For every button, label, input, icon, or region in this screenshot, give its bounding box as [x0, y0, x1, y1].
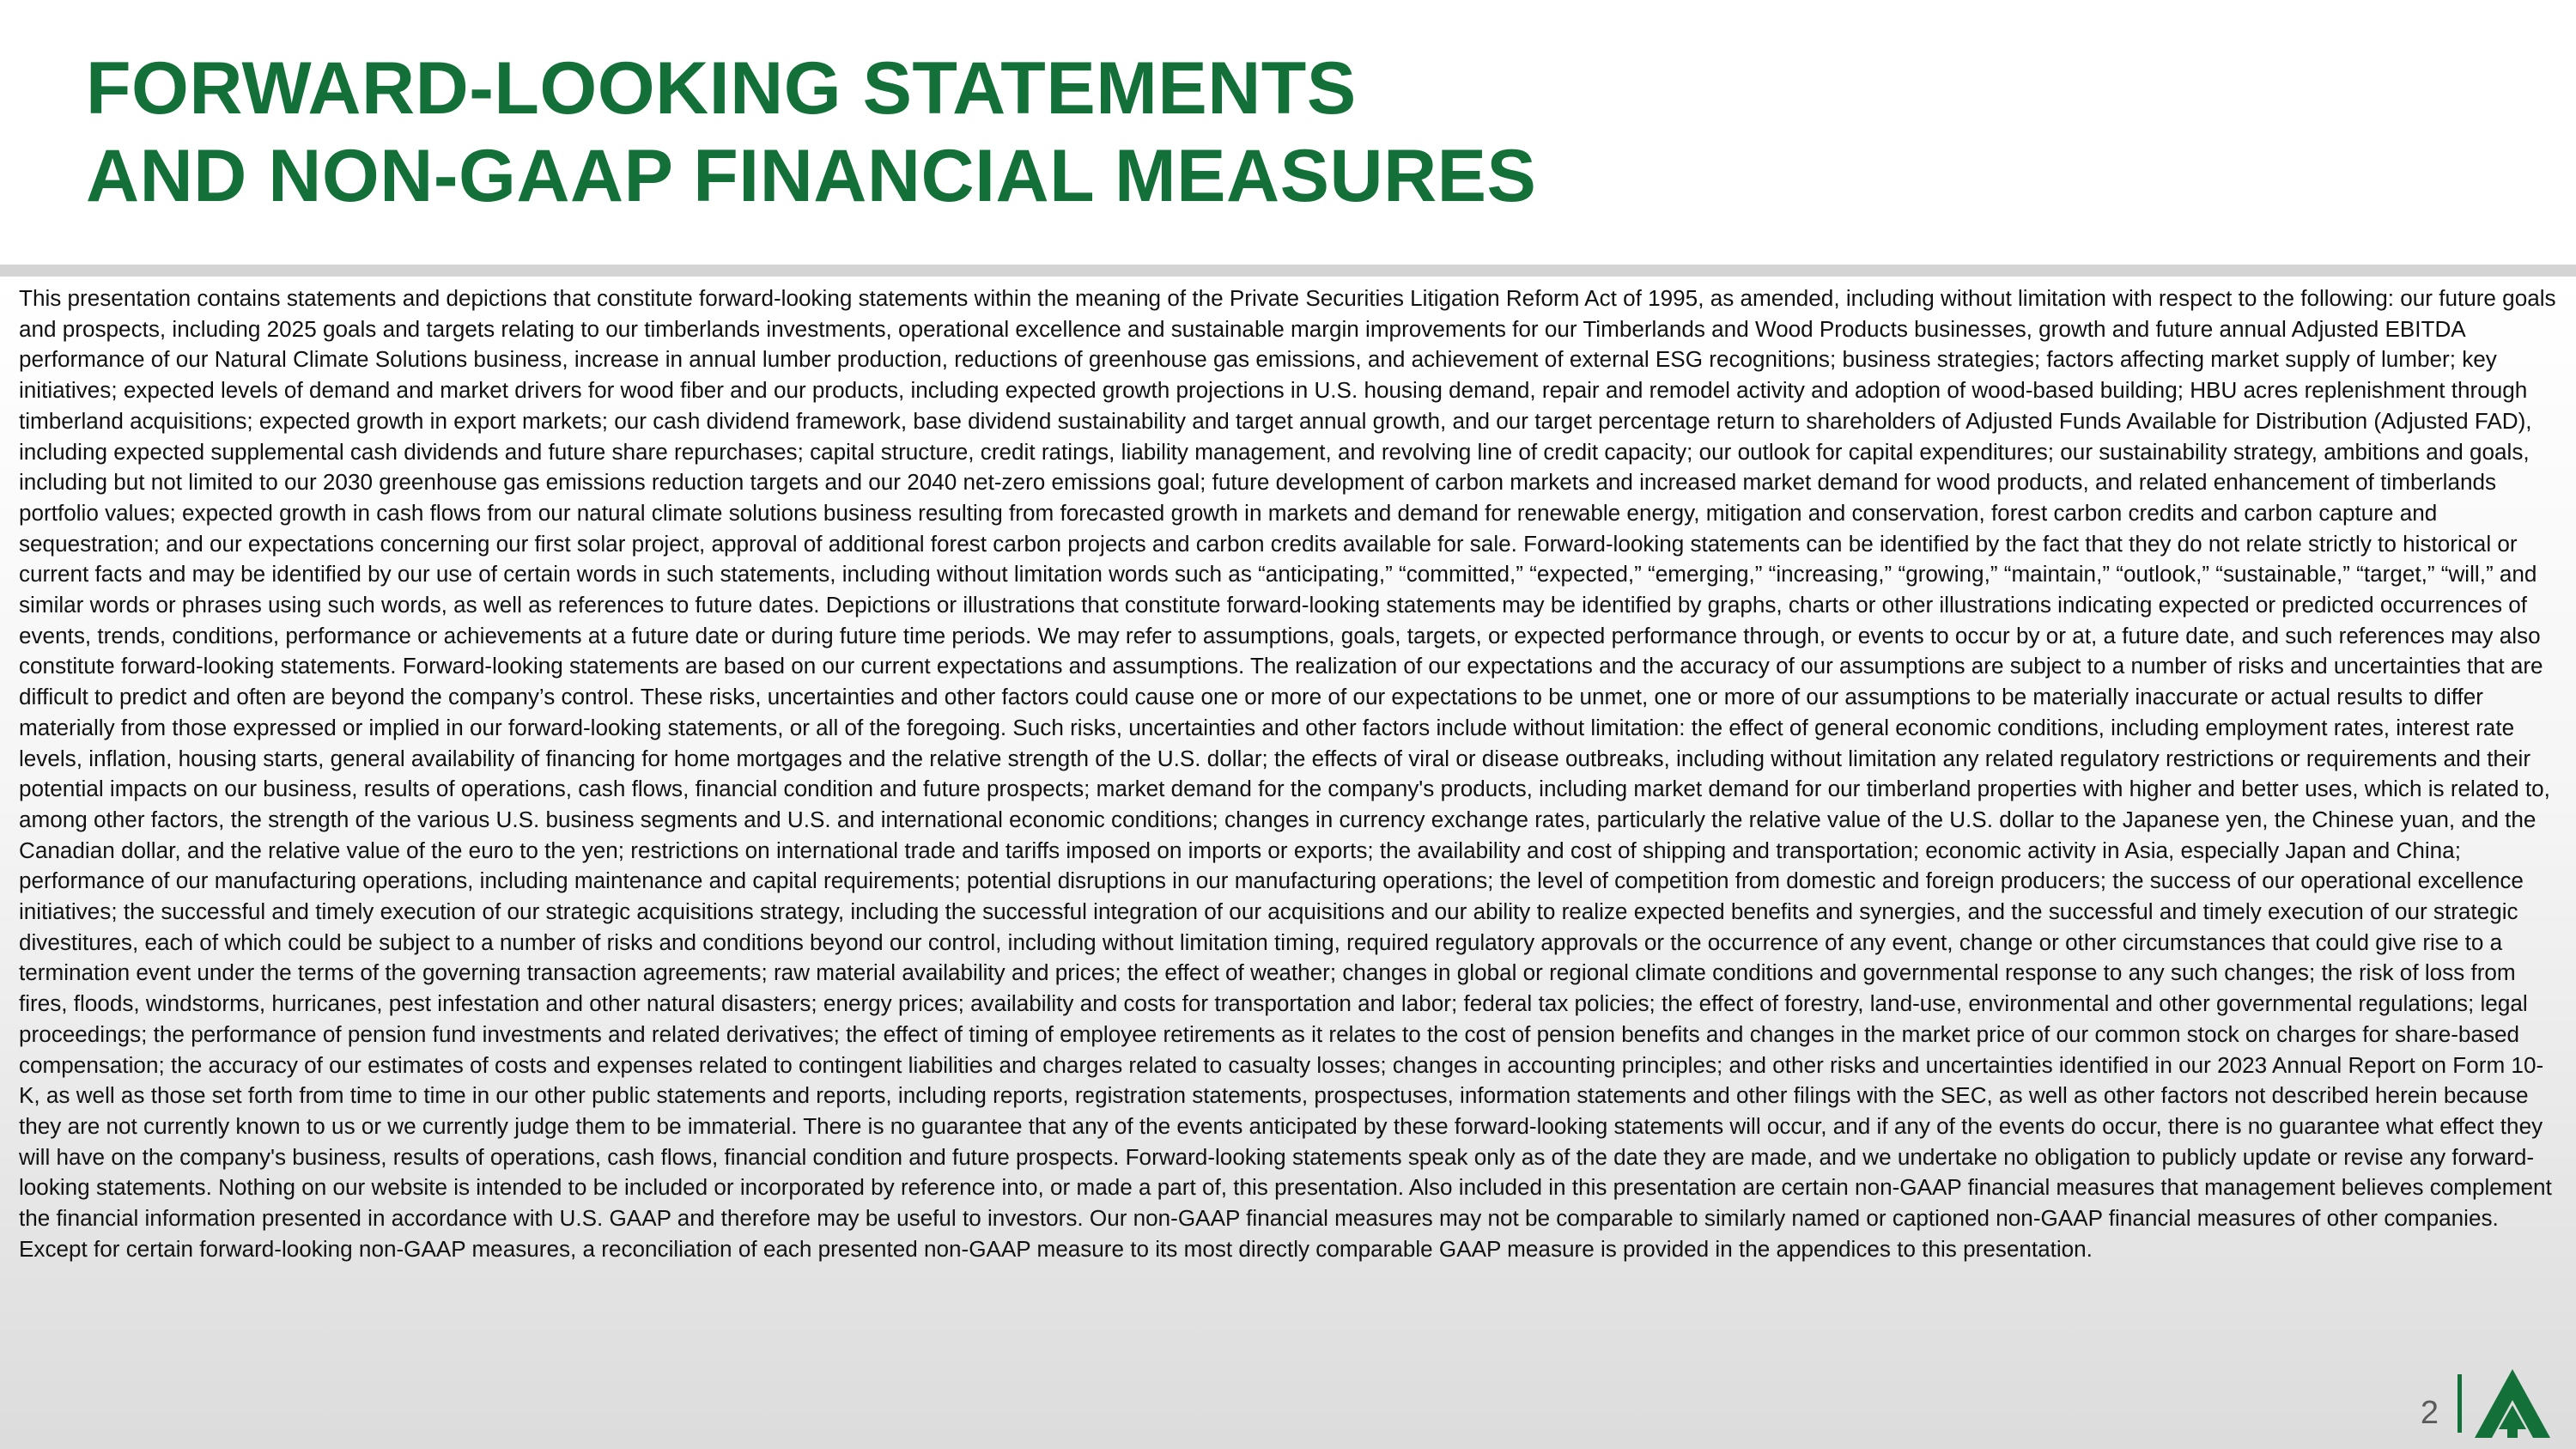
title-line-2: AND NON-GAAP FINANCIAL MEASURES: [86, 135, 1537, 217]
tree-logo-icon: [2473, 1367, 2552, 1440]
slide-title: [86, 45, 1536, 220]
page-number: 2: [2420, 1395, 2439, 1431]
header-divider: [0, 265, 2576, 277]
logo-divider: [2458, 1374, 2462, 1433]
slide-header: [0, 0, 2576, 265]
disclaimer-body: This presentation contains statements and depictions that constitute forward-looking statements within the meaning of the Private Securities Litigation Reform Act of 1995, as amended, including without limitation with respect to the following: our future goals and prospects, including 2025 goals and targets relating to our timberlands investments, operational excellence and sustainable margin improvements for our Timberlands and Wood Products businesses, growth and future annual Adjusted EBITDA performance of our Natural Climate Solutions business, increase in annual lumber production, reductions of greenhouse gas emissions, and achievement of external ESG recognitions; business strategies; factors affecting market supply of lumber; key initiatives; expected levels of demand and market drivers for wood fiber and our products, including expected growth projections in U.S. housing demand, repair and remodel activity and adoption of wood-based building; HBU acres replenishment through timberland acquisitions; expected growth in export markets; our cash dividend framework, base dividend sustainability and target annual growth, and our target percentage return to shareholders of Adjusted Funds Available for Distribution (Adjusted FAD), including expected supplemental cash dividends and future share repurchases; capital structure, credit ratings, liability management, and revolving line of credit capacity; our outlook for capital expenditures; our sustainability strategy, ambitions and goals, including but not limited to our 2030 greenhouse gas emissions reduction targets and our 2040 net-zero emissions goal; future development of carbon markets and increased market demand for wood products, and related enhancement of timberlands portfolio values; expected growth in cash flows from our natural climate solutions business resulting from forecasted growth in markets and demand for renewable energy, mitigation and conservation, forest carbon credits and carbon capture and sequestration; and our expectations concerning our first solar project, approval of additional forest carbon projects and carbon credits available for sale. Forward-looking statements can be identified by the fact that they do not relate strictly to historical or current facts and may be identified by our use of certain words in such statements, including without limitation words such as “anticipating,” “committed,” “expected,” “emerging,” “increasing,” “growing,” “maintain,” “outlook,” “sustainable,” “target,” “will,” and similar words or phrases using such words, as well as references to future dates. Depictions or illustrations that constitute forward-looking statements may be identified by graphs, charts or other illustrations indicating expected or predicted occurrences of events, trends, conditions, performance or achievements at a future date or during future time periods. We may refer to assumptions, goals, targets, or expected performance through, or events to occur by or at, a future date, and such references may also constitute forward-looking statements. Forward-looking statements are based on our current expectations and assumptions. The realization of our expectations and the accuracy of our assumptions are subject to a number of risks and uncertainties that are difficult to predict and often are beyond the company’s control. These risks, uncertainties and other factors could cause one or more of our expectations to be unmet, one or more of our assumptions to be materially inaccurate or actual results to differ materially from those expressed or implied in our forward-looking statements, or all of the foregoing. Such risks, uncertainties and other factors include without limitation: the effect of general economic conditions, including employment rates, interest rate levels, inflation, housing starts, general availability of financing for home mortgages and the relative strength of the U.S. dollar; the effects of viral or disease outbreaks, including without limitation any related regulatory restrictions or requirements and their potential impacts on our business, results of operations, cash flows, financial condition and future prospects; market demand for the company's products, including market demand for our timberland properties with higher and better uses, which is related to, among other factors, the strength of the various U.S. business segments and U.S. and international economic conditions; changes in currency exchange rates, particularly the relative value of the U.S. dollar to the Japanese yen, the Chinese yuan, and the Canadian dollar, and the relative value of the euro to the yen; restrictions on international trade and tariffs imposed on imports or exports; the availability and cost of shipping and transportation; economic activity in Asia, especially Japan and China; performance of our manufacturing operations, including maintenance and capital requirements; potential disruptions in our manufacturing operations; the level of competition from domestic and foreign producers; the success of our operational excellence initiatives; the successful and timely execution of our strategic acquisitions strategy, including the successful integration of our acquisitions and our ability to realize expected benefits and synergies, and the successful and timely execution of our strategic divestitures, each of which could be subject to a number of risks and conditions beyond our control, including without limitation timing, required regulatory approvals or the occurrence of any event, change or other circumstances that could give rise to a termination event under the terms of the governing transaction agreements; raw material availability and prices; the effect of weather; changes in global or regional climate conditions and governmental response to any such changes; the risk of loss from fires, floods, windstorms, hurricanes, pest infestation and other natural disasters; energy prices; availability and costs for transportation and labor; federal tax policies; the effect of forestry, land-use, environmental and other governmental regulations; legal proceedings; the performance of pension fund investments and related derivatives; the effect of timing of employee retirements as it relates to the cost of pension benefits and changes in the market price of our common stock on charges for share-based compensation; the accuracy of our estimates of costs and expenses related to contingent liabilities and charges related to casualty losses; changes in accounting principles; and other risks and uncertainties identified in our 2023 Annual Report on Form 10-K, as well as those set forth from time to time in our other public statements and reports, including reports, registration statements, prospectuses, information statements and other filings with the SEC, as well as other factors not described herein because they are not currently known to us or we currently judge them to be immaterial. There is no guarantee that any of the events anticipated by these forward-looking statements will occur, and if any of the events do occur, there is no guarantee what effect they will have on the company's business, results of operations, cash flows, financial condition and future prospects. Forward-looking statements speak only as of the date they are made, and we undertake no obligation to publicly update or revise any forward-looking statements. Nothing on our website is intended to be included or incorporated by reference into, or made a part of, this presentation. Also included in this presentation are certain non-GAAP financial measures that management believes complement the financial information presented in accordance with U.S. GAAP and therefore may be useful to investors. Our non-GAAP financial measures may not be comparable to similarly named or captioned non-GAAP financial measures of other companies. Except for certain forward-looking non-GAAP measures, a reconciliation of each presented non-GAAP measure to its most directly comparable GAAP measure is provided in the appendices to this presentation.: [19, 285, 2556, 1262]
title-line-1: FORWARD-LOOKING STATEMENTS: [86, 47, 1357, 130]
